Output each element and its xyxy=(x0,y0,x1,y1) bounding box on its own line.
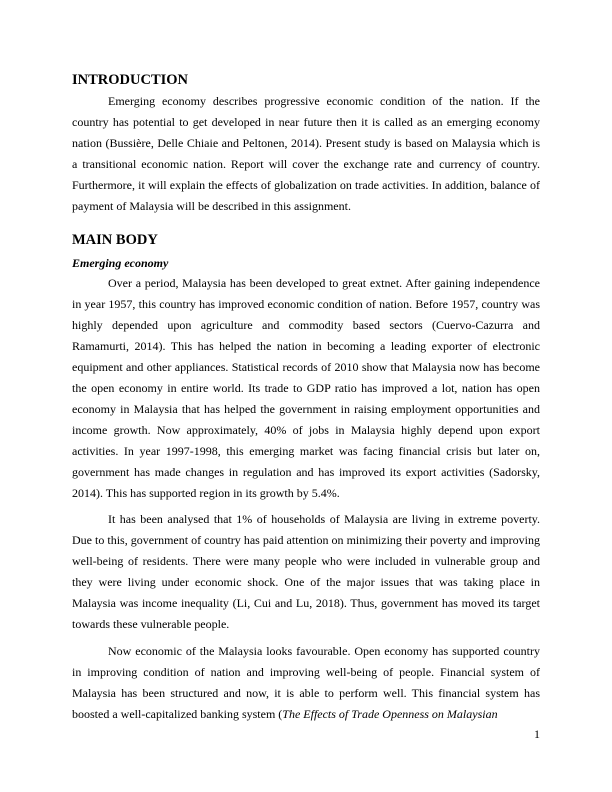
page-number: 1 xyxy=(534,727,540,741)
emerging-economy-subheading: Emerging economy xyxy=(72,256,169,271)
citation-title-italic: The Effects of Trade Openness on Malaysian xyxy=(282,706,498,721)
introduction-paragraph: Emerging economy describes progressive economic condition of the nation. If the country has potential to get developed in near future then it is called as an emerging economy nation (Bussière, Delle Chiaie and Peltonen, 2014). Present study is based on Malaysia which is a transitional economic nation. Report will cover the exchange rate and currency of country. Furthermore, it will explain the effects of globalization on trade activities. In addition, balance of payment of Malaysia will be described in this assignment. xyxy=(72,94,540,213)
body-paragraph-3 xyxy=(72,641,540,725)
body-paragraph-2: It has been analysed that 1% of households of Malaysia are living in extreme poverty. Due to this, government of country has paid attention on minimizing their poverty and improving well-being of residents. There were many people who were included in vulnerable group and they were living under economic shock. One of the major issues that was taking place in Malaysia was income inequality (Li, Cui and Lu, 2018). Thus, government has moved its target towards these vulnerable people. xyxy=(72,512,540,631)
main-body-heading: MAIN BODY xyxy=(72,232,158,249)
introduction-heading: INTRODUCTION xyxy=(72,72,189,88)
body-paragraph-3-text: Now economic of the Malaysia looks favourable. Open economy has supported country in improving condition of nation and improving well-being of people. Financial system of Malaysia has been structured and now, it is able to perform well. This financial system has boosted a well-capitalized banking system ( xyxy=(72,643,540,721)
page-content xyxy=(72,69,540,724)
body-paragraph-1: Over a period, Malaysia has been developed to great extnet. After gaining independence in year 1957, this country has improved economic condition of nation. Before 1957, country was highly depended upon agriculture and commodity based sectors (Cuervo-Cazurra and Ramamurti, 2014). This has helped the nation in becoming a leading exporter of electronic equipment and other appliances. Statistical records of 2010 show that Malaysia now has become the open economy in entire world. Its trade to GDP ratio has improved a lot, nation has open economy in Malaysia that has helped the government in raising employment opportunities and income growth. Now approximately, 40% of jobs in Malaysia highly depend upon export activities. In year 1997-1998, this emerging market was facing financial crisis but later on, government has made changes in regulation and has improved its export activities (Sadorsky, 2014). This has supported region in its growth by 5.4%. xyxy=(72,276,540,500)
